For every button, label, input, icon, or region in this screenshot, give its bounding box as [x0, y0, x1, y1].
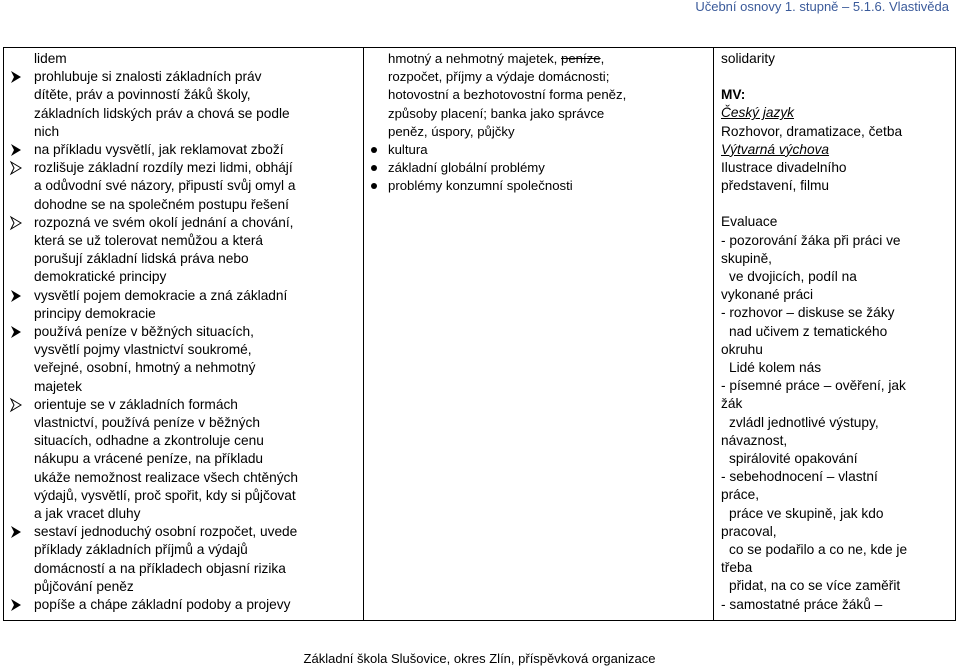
crosscurricular-line: Výtvarná výchova	[721, 141, 830, 157]
crosscurricular-line: vykonané práci	[721, 287, 814, 303]
crosscurricular-line: solidarity	[721, 51, 776, 66]
outcome-item	[34, 159, 359, 214]
outcome-line: sestaví jednoduchý osobní rozpočet, uvede	[34, 524, 298, 540]
crosscurricular-line: třeba	[721, 560, 753, 576]
arrow-bullet-icon	[8, 596, 24, 614]
outcome-line: domácností a na příkladech objasní rizika	[34, 560, 286, 576]
outcome-line: nich	[34, 123, 60, 139]
outcome-line: vysvětlí pojmy vlastnictví soukromé,	[34, 342, 252, 358]
crosscurricular-line: nad učivem z tematického	[729, 323, 888, 339]
arrow-bullet-icon	[8, 323, 24, 341]
crosscurricular-line: co se podařilo a co ne, kde je	[729, 542, 908, 558]
crosscurricular-line: představení, filmu	[721, 178, 830, 194]
content-column	[364, 48, 714, 620]
crosscurricular-line: skupině,	[721, 250, 772, 266]
crosscurricular-line: - rozhovor – diskuse se žáky	[721, 305, 895, 321]
outcome-item	[34, 323, 359, 396]
outcome-line: porušují základní lidská práva nebo	[34, 251, 249, 267]
outcome-line: popíše a chápe základní podoby a projevy	[34, 597, 291, 613]
content-bullet-item	[388, 159, 709, 177]
content-lead-strike: peníze	[561, 51, 601, 66]
outcome-line: dítěte, práv a povinností žáků školy,	[34, 87, 251, 103]
content-lead-comma: ,	[600, 51, 605, 66]
crosscurricular-line: - sebehodnocení – vlastní	[721, 469, 878, 485]
outcome-line: veřejné, osobní, hmotný a nehmotný	[34, 360, 256, 376]
crosscurricular-line: - samostatné práce žáků –	[721, 596, 883, 612]
content-bullet-text: kultura	[388, 142, 428, 158]
arrow-bullet-icon	[8, 287, 24, 305]
crosscurricular-column	[714, 48, 957, 620]
outcome-line: prohlubuje si znalosti základních práv	[34, 69, 262, 85]
crosscurricular-line: Evaluace	[721, 214, 778, 230]
content-bullet-text: základní globální problémy	[388, 160, 545, 176]
outcome-item	[34, 523, 359, 596]
content-lead-line: peněz, úspory, půjčky	[388, 123, 515, 139]
bullet-dot-icon	[368, 159, 380, 177]
outcome-line: principy demokracie	[34, 305, 156, 321]
outcome-line: výdajů, vysvětlí, proč spořit, kdy si půjčovat	[34, 487, 296, 503]
outcome-line: vysvětlí pojem demokracie a zná základní	[34, 287, 288, 303]
content-bullet-item	[388, 141, 709, 159]
crosscurricular-line: - pozorování žáka při práci ve	[721, 232, 901, 248]
crosscurricular-line: práce ve skupině, jak kdo	[729, 505, 884, 521]
crosscurricular-line: okruhu	[721, 341, 763, 357]
outcomes-column	[4, 48, 364, 620]
crosscurricular-line: žák	[721, 396, 743, 412]
outcome-item	[34, 141, 359, 159]
outcome-line: na příkladu vysvětlí, jak reklamovat zboží	[34, 142, 284, 158]
bullet-dot-icon	[368, 141, 380, 159]
arrow-bullet-icon	[8, 523, 24, 541]
outcome-item	[34, 68, 359, 141]
outcome-line: půjčování peněz	[34, 578, 134, 594]
page-footer: Základní škola Slušovice, okres Zlín, příspěvková organizace	[303, 651, 656, 666]
spacer	[721, 68, 953, 86]
crosscurricular-line: pracoval,	[721, 523, 777, 539]
content-lead-line: rozpočet, příjmy a výdaje domácnosti;	[388, 69, 610, 85]
outcome-item	[34, 596, 359, 614]
arrow-bullet-icon	[8, 68, 24, 86]
crosscurricular-line: návaznost,	[721, 432, 788, 448]
outcome-line: dohodne se na společném postupu řešení	[34, 196, 289, 212]
outcome-line: základních lidských práv a chová se podle	[34, 105, 290, 121]
outcome-item	[34, 214, 359, 287]
outcome-line: majetek	[34, 378, 82, 394]
content-lead-line: způsoby placení; banka jako správce	[388, 105, 605, 121]
hollow-arrow-bullet-icon	[8, 214, 24, 232]
crosscurricular-line: zvládl jednotlivé výstupy,	[729, 414, 879, 430]
crosscurricular-line: - písemné práce – ověření, jak	[721, 378, 906, 394]
crosscurricular-line: MV:	[721, 87, 746, 103]
crosscurricular-line: ve dvojicích, podíl na	[729, 269, 857, 285]
outcome-line: rozpozná ve svém okolí jednání a chování,	[34, 214, 294, 230]
crosscurricular-line: Lidé kolem nás	[729, 360, 822, 376]
curriculum-table	[3, 47, 956, 621]
outcome-line: a odůvodní své názory, připustí svůj omyl a	[34, 178, 296, 194]
outcome-lead-line: lidem	[34, 51, 67, 66]
outcome-line: demokratické principy	[34, 269, 167, 285]
content-lead-line: hotovostní a bezhotovostní forma peněz,	[388, 87, 627, 103]
outcome-line: ukáže nemožnost realizace všech chtěných	[34, 469, 299, 485]
bullet-dot-icon	[368, 177, 380, 195]
crosscurricular-line: spirálovité opakování	[729, 451, 858, 467]
outcome-line: používá peníze v běžných situacích,	[34, 324, 254, 340]
page-header: Učební osnovy 1. stupně – 5.1.6. Vlastivěda	[695, 0, 949, 14]
crosscurricular-line: přidat, na co se více zaměřit	[729, 578, 901, 594]
crosscurricular-line: Český jazyk	[721, 105, 795, 121]
outcome-line: orientuje se v základních formách	[34, 396, 238, 412]
content-lead-text: hmotný a nehmotný majetek,	[388, 51, 561, 66]
content-bullet-item	[388, 177, 709, 195]
content-bullet-text: problémy konzumní společnosti	[388, 178, 573, 194]
arrow-bullet-icon	[8, 141, 24, 159]
outcome-line: nákupu a vrácené peníze, na příkladu	[34, 451, 264, 467]
crosscurricular-line: Ilustrace divadelního	[721, 160, 847, 176]
spacer	[721, 195, 953, 213]
hollow-arrow-bullet-icon	[8, 396, 24, 414]
outcome-line: rozlišuje základní rozdíly mezi lidmi, obhájí	[34, 160, 293, 176]
crosscurricular-line: práce,	[721, 487, 760, 503]
outcome-line: a jak vracet dluhy	[34, 506, 141, 522]
outcome-item	[34, 287, 359, 323]
outcome-line: příklady základních příjmů a výdajů	[34, 542, 248, 558]
crosscurricular-line: Rozhovor, dramatizace, četba	[721, 123, 903, 139]
outcome-item	[34, 396, 359, 523]
hollow-arrow-bullet-icon	[8, 159, 24, 177]
outcome-line: která se už tolerovat nemůžou a která	[34, 233, 264, 249]
outcome-line: situacích, odhadne a zkontroluje cenu	[34, 433, 264, 449]
outcome-line: vlastnictví, používá peníze v běžných	[34, 415, 260, 431]
content-lead	[388, 50, 709, 141]
